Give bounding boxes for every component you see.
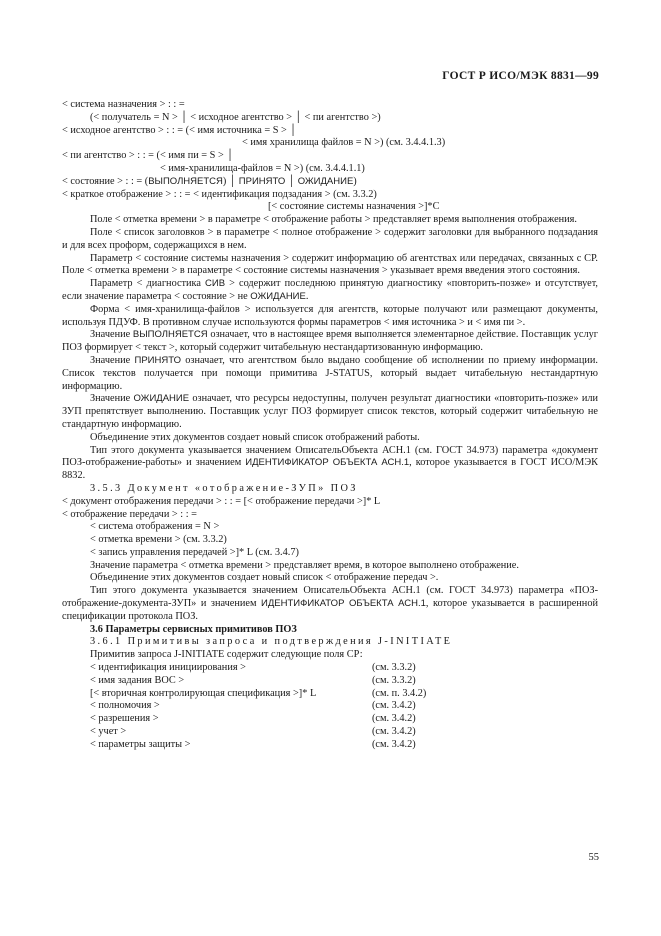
page-content: [62, 99, 598, 752]
syntax-line: (< получатель = N > │ < исходное агентство > │ < пи агентство >): [90, 111, 381, 123]
paragraph-text: Тип этого документа указывается значением ОписательОбъекта АСН.1 (см. ГОСТ 34.973) параметра «ПОЗ-отображение-документа-ЗУП» и значением: [62, 585, 598, 610]
paragraph-text: означает, что в настоящее время выполняется элементарное действие. Поставщик услуг ПОЗ формирует < текст >, который содержит читабельную нестандартизованную информацию.: [62, 329, 598, 354]
field-ref: (см. 3.3.2): [372, 674, 416, 686]
paragraph: [62, 329, 598, 355]
syntax-text: < состояние > : : = (: [62, 175, 149, 187]
syntax-line: < имя хранилища файлов = N >) (см. 3.4.4.1.3): [242, 137, 446, 149]
term: ПРИНЯТО: [134, 354, 181, 366]
term: СИВ: [205, 278, 226, 290]
term: ОЖИДАНИЕ: [250, 290, 306, 302]
syntax-line: < отметка времени > (см. 3.3.2): [90, 534, 227, 546]
field-row: [62, 726, 598, 739]
term: ОЖИДАНИЕ: [133, 393, 190, 405]
syntax-line: < система отображения = N >: [90, 521, 220, 533]
document-header: ГОСТ Р ИСО/МЭК 8831—99: [442, 70, 599, 82]
paragraph: Объединение этих документов создает новый список отображений работы.: [90, 431, 420, 443]
paragraph-text: означает, что ресурсы недоступны, получен результат диагностики «повторить-позже» или ЗУП препятствует выполнению. Поставщик услуг ПОЗ формирует список текстов, который содержит читабельную не стандартную информацию.: [62, 393, 599, 430]
syntax-line: [62, 176, 598, 189]
section-title: 3.5.3 Документ «отображение-ЗУП» ПОЗ: [90, 482, 358, 494]
syntax-line: < система назначения > : : =: [62, 99, 185, 110]
section-heading: 3.6 Параметры сервисных примитивов ПОЗ: [90, 623, 297, 635]
paragraph: [62, 355, 598, 393]
syntax-text: ): [353, 175, 357, 187]
syntax-line: < пи агентство > : : = (< имя пи = S > │: [62, 150, 234, 162]
syntax-line: [< состояние системы назначения >]*C: [268, 201, 440, 213]
field-name: [< вторичная контролирующая спецификация >]* L: [90, 687, 317, 699]
field-list: [62, 662, 598, 752]
term: ВЫПОЛНЯЕТСЯ: [132, 329, 208, 341]
paragraph: Параметр < состояние системы назначения > содержит информацию об агентствах или передачах, связанных с СР. Поле < отметка времени > в параметре < состояние системы назначения > указывает время введения этого состояния.: [62, 252, 598, 277]
subsection-title: 3.6.1 Примитивы запроса и подтверждения J-INITIATE: [90, 636, 453, 648]
paragraph: [62, 585, 598, 623]
syntax-line: < отображение передачи > : : =: [62, 508, 197, 520]
paragraph: Примитив запроса J-INITIATE содержит следующие поля СР:: [90, 649, 363, 661]
paragraph-text: Тип этого документа указывается значением ОписательОбъекта АСН.1 (см. ГОСТ 34.973) параметра «документ ПОЗ-отображение-работы» и значением: [62, 444, 598, 469]
paragraph-text: , которое указывается в расширенной спецификации протокола ПОЗ.: [62, 598, 598, 622]
field-row: [62, 662, 598, 675]
paragraph: Значение параметра < отметка времени > представляет время, в которое выполнено отображение.: [90, 559, 519, 571]
field-ref: (см. 3.4.2): [372, 700, 416, 712]
page-number: 55: [588, 852, 599, 863]
field-name: < идентификация инициирования >: [90, 662, 246, 674]
paragraph: Поле < список заголовков > в параметре < полное отображение > содержит заголовки для выбранного подзадания и для всех проформ, содержащихся в нем.: [62, 226, 598, 251]
term: ИДЕНТИФИКАТОР ОБЪЕКТА АСН.1: [245, 457, 410, 469]
field-name: < полномочия >: [90, 700, 160, 712]
field-ref: (см. 3.4.2): [372, 738, 416, 750]
term: ИДЕНТИФИКАТОР ОБЪЕКТА АСН.1: [261, 598, 426, 610]
paragraph: Объединение этих документов создает новый список < отображение передач >.: [90, 572, 439, 584]
paragraph-text: Параметр < диагностика: [90, 278, 206, 290]
state-value: ВЫПОЛНЯЕТСЯ: [148, 175, 223, 187]
state-value: ПРИНЯТО: [238, 175, 286, 187]
paragraph: [62, 278, 598, 304]
field-row: [62, 739, 598, 752]
paragraph-text: Значение: [90, 354, 135, 366]
paragraph: [62, 445, 598, 483]
field-ref: (см. 3.3.2): [372, 662, 416, 674]
state-value: ОЖИДАНИЕ: [297, 175, 354, 187]
syntax-line: < исходное агентство > : : = (< имя источника = S > │: [62, 124, 297, 136]
syntax-line: < краткое отображение > : : = < идентификация подзадания > (см. 3.3.2): [62, 188, 377, 200]
paragraph: [62, 393, 598, 431]
paragraph-text: , которое указывается в ГОСТ ИСО/МЭК 8832.: [62, 457, 599, 482]
field-row: [62, 700, 598, 713]
paragraph-text: > содержит последнюю принятую диагностику «повторить-позже» и отсутствует, если значение параметра < состояние > не: [62, 278, 599, 302]
paragraph-text: .: [305, 290, 309, 302]
field-name: < параметры защиты >: [90, 738, 191, 750]
paragraph-text: означает, что агентством было выдано сообщение об исполнении по приему информации. Список текстов получается при помощи примитива J-STATUS, который выдает читабельную нестандартную информацию.: [62, 354, 598, 392]
field-row: [62, 713, 598, 726]
syntax-text: ) │: [222, 175, 239, 187]
field-name: < разрешения >: [90, 713, 159, 725]
field-name: < имя задания ВОС >: [90, 674, 185, 686]
paragraph-text: Значение: [90, 393, 134, 405]
field-ref: (см. 3.4.2): [372, 713, 416, 725]
syntax-line: < запись управления передачей >]* L (см. 3.4.7): [90, 546, 299, 558]
syntax-line: < документ отображения передачи > : : = [< отображение передачи >]* L: [62, 495, 381, 507]
paragraph: Поле < отметка времени > в параметре < отображение работы > представляет время выполнения отображения.: [90, 214, 577, 226]
paragraph-text: Значение: [90, 329, 133, 341]
field-ref: (см. п. 3.4.2): [372, 687, 427, 699]
syntax-text: │: [285, 175, 298, 187]
field-row: [62, 675, 598, 688]
syntax-line: < имя-хранилища-файлов = N >) (см. 3.4.4.1.1): [160, 162, 365, 174]
field-row: [62, 688, 598, 701]
field-ref: (см. 3.4.2): [372, 726, 416, 738]
field-name: < учет >: [90, 726, 127, 738]
paragraph: Форма < имя-хранилища-файлов > используется для агентств, которые получают или размещают документы, используя ПДУФ. В противном случае используются формы параметров < имя источника > и < имя пи >.: [62, 303, 598, 328]
